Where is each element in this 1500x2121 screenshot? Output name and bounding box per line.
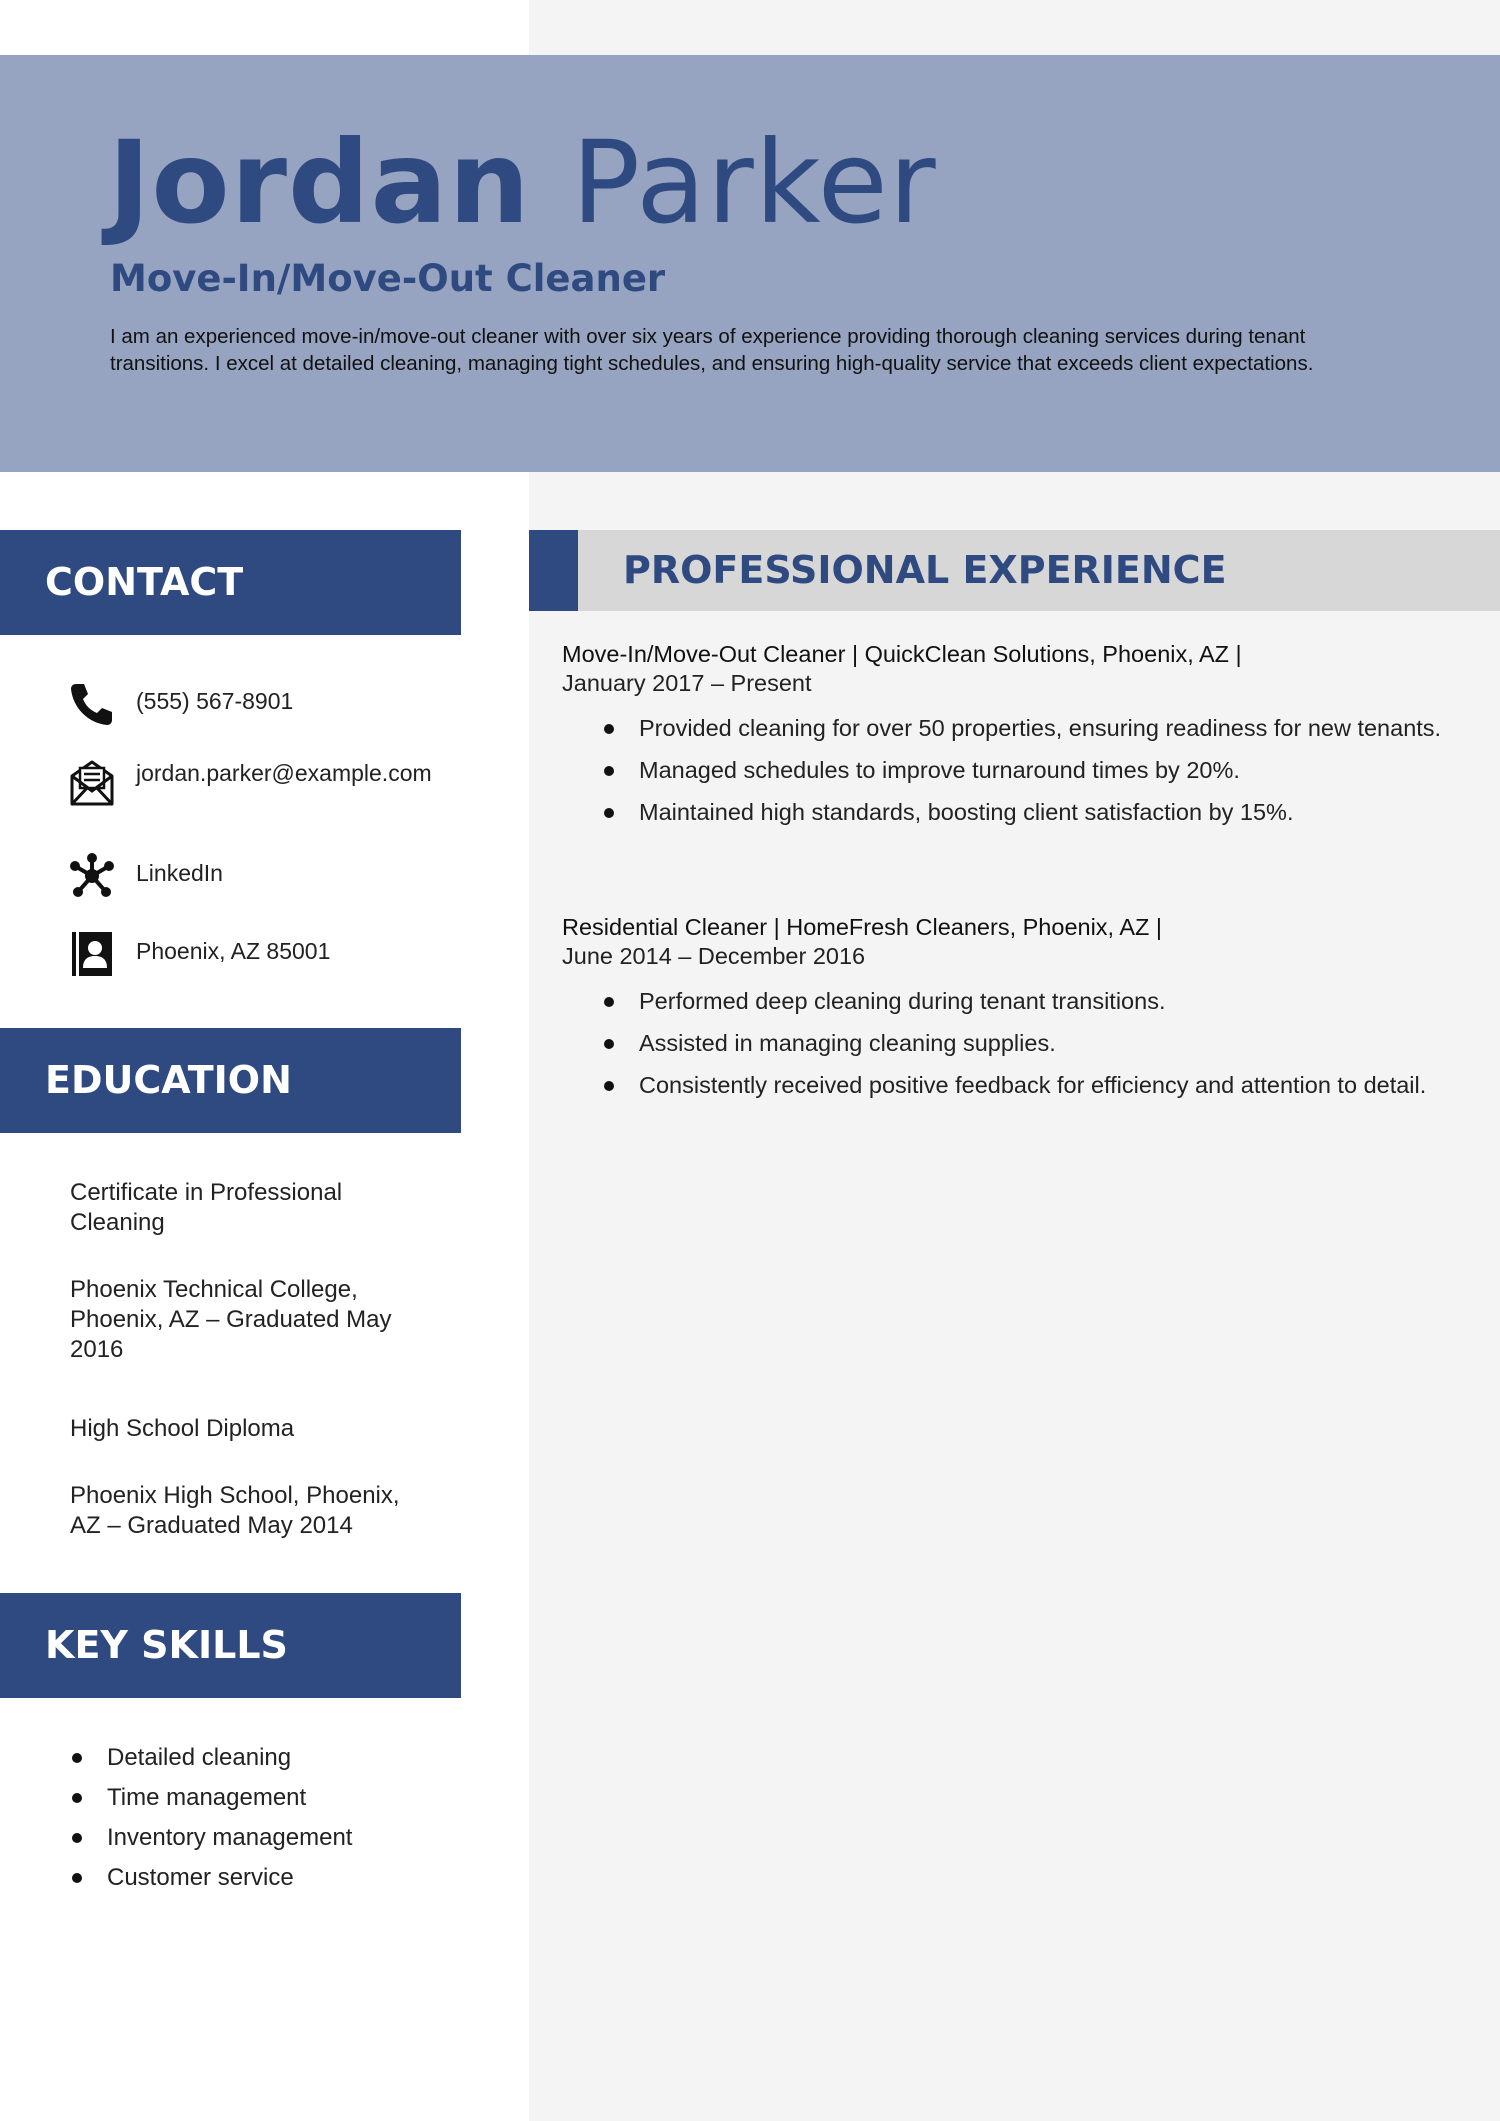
job-bullets <box>562 714 1442 826</box>
skills-list <box>70 1738 352 1898</box>
job-dates: June 2014 – December 2016 <box>562 943 866 969</box>
last-name: Parker <box>571 116 937 249</box>
email-address: jordan.parker@example.com <box>136 760 432 786</box>
list-item: Provided cleaning for over 50 properties, ensuring readiness for new tenants. <box>562 714 1442 742</box>
list-item: Assisted in managing cleaning supplies. <box>562 1029 1442 1057</box>
job-title-line: Move-In/Move-Out Cleaner | QuickClean Solutions, Phoenix, AZ | <box>562 641 1242 667</box>
job-title-line: Residential Cleaner | HomeFresh Cleaners, Phoenix, AZ | <box>562 914 1162 940</box>
contact-heading: CONTACT <box>45 560 244 604</box>
education-degree: High School Diploma <box>70 1415 295 1442</box>
experience-heading: PROFESSIONAL EXPERIENCE <box>623 548 1227 592</box>
contact-card-icon <box>68 930 116 978</box>
education-school: Phoenix Technical College, Phoenix, AZ – Graduated May 2016 <box>70 1276 392 1363</box>
location: Phoenix, AZ 85001 <box>136 938 331 964</box>
job-title: Move-In/Move-Out Cleaner <box>110 257 666 300</box>
linkedin-link[interactable]: LinkedIn <box>136 860 223 886</box>
envelope-icon <box>68 758 116 806</box>
profile-summary: I am an experienced move-in/move-out cleaner with over six years of experience providing thorough cleaning services during tenant transitions. I excel at detailed cleaning, managing tight schedules, and ensuring high-quality service that exceeds client expectations. <box>110 325 1314 375</box>
skills-heading: KEY SKILLS <box>45 1623 288 1667</box>
list-item: Detailed cleaning <box>70 1738 352 1778</box>
list-item: Performed deep cleaning during tenant transitions. <box>562 987 1442 1015</box>
education-heading-bar <box>0 1028 461 1133</box>
education-heading: EDUCATION <box>45 1058 292 1102</box>
skills-heading-bar <box>0 1593 461 1698</box>
candidate-name <box>108 118 937 248</box>
phone-icon <box>68 680 116 728</box>
list-item: Inventory management <box>70 1818 352 1858</box>
heading-accent <box>529 530 578 611</box>
job-entry <box>562 913 1442 1113</box>
list-item: Maintained high standards, boosting client satisfaction by 15%. <box>562 798 1442 826</box>
list-item: Time management <box>70 1778 352 1818</box>
list-item: Consistently received positive feedback for efficiency and attention to detail. <box>562 1071 1442 1099</box>
list-item: Managed schedules to improve turnaround times by 20%. <box>562 756 1442 784</box>
list-item: Customer service <box>70 1858 352 1898</box>
job-entry <box>562 640 1442 840</box>
phone-number: (555) 567-8901 <box>136 688 294 714</box>
education-school: Phoenix High School, Phoenix, AZ – Graduated May 2014 <box>70 1482 400 1539</box>
first-name: Jordan <box>108 116 531 249</box>
experience-heading-bar <box>529 530 1500 611</box>
network-icon <box>68 852 116 900</box>
job-dates: January 2017 – Present <box>562 670 812 696</box>
job-bullets <box>562 987 1442 1099</box>
contact-heading-bar <box>0 530 461 635</box>
education-degree: Certificate in Professional Cleaning <box>70 1179 343 1236</box>
